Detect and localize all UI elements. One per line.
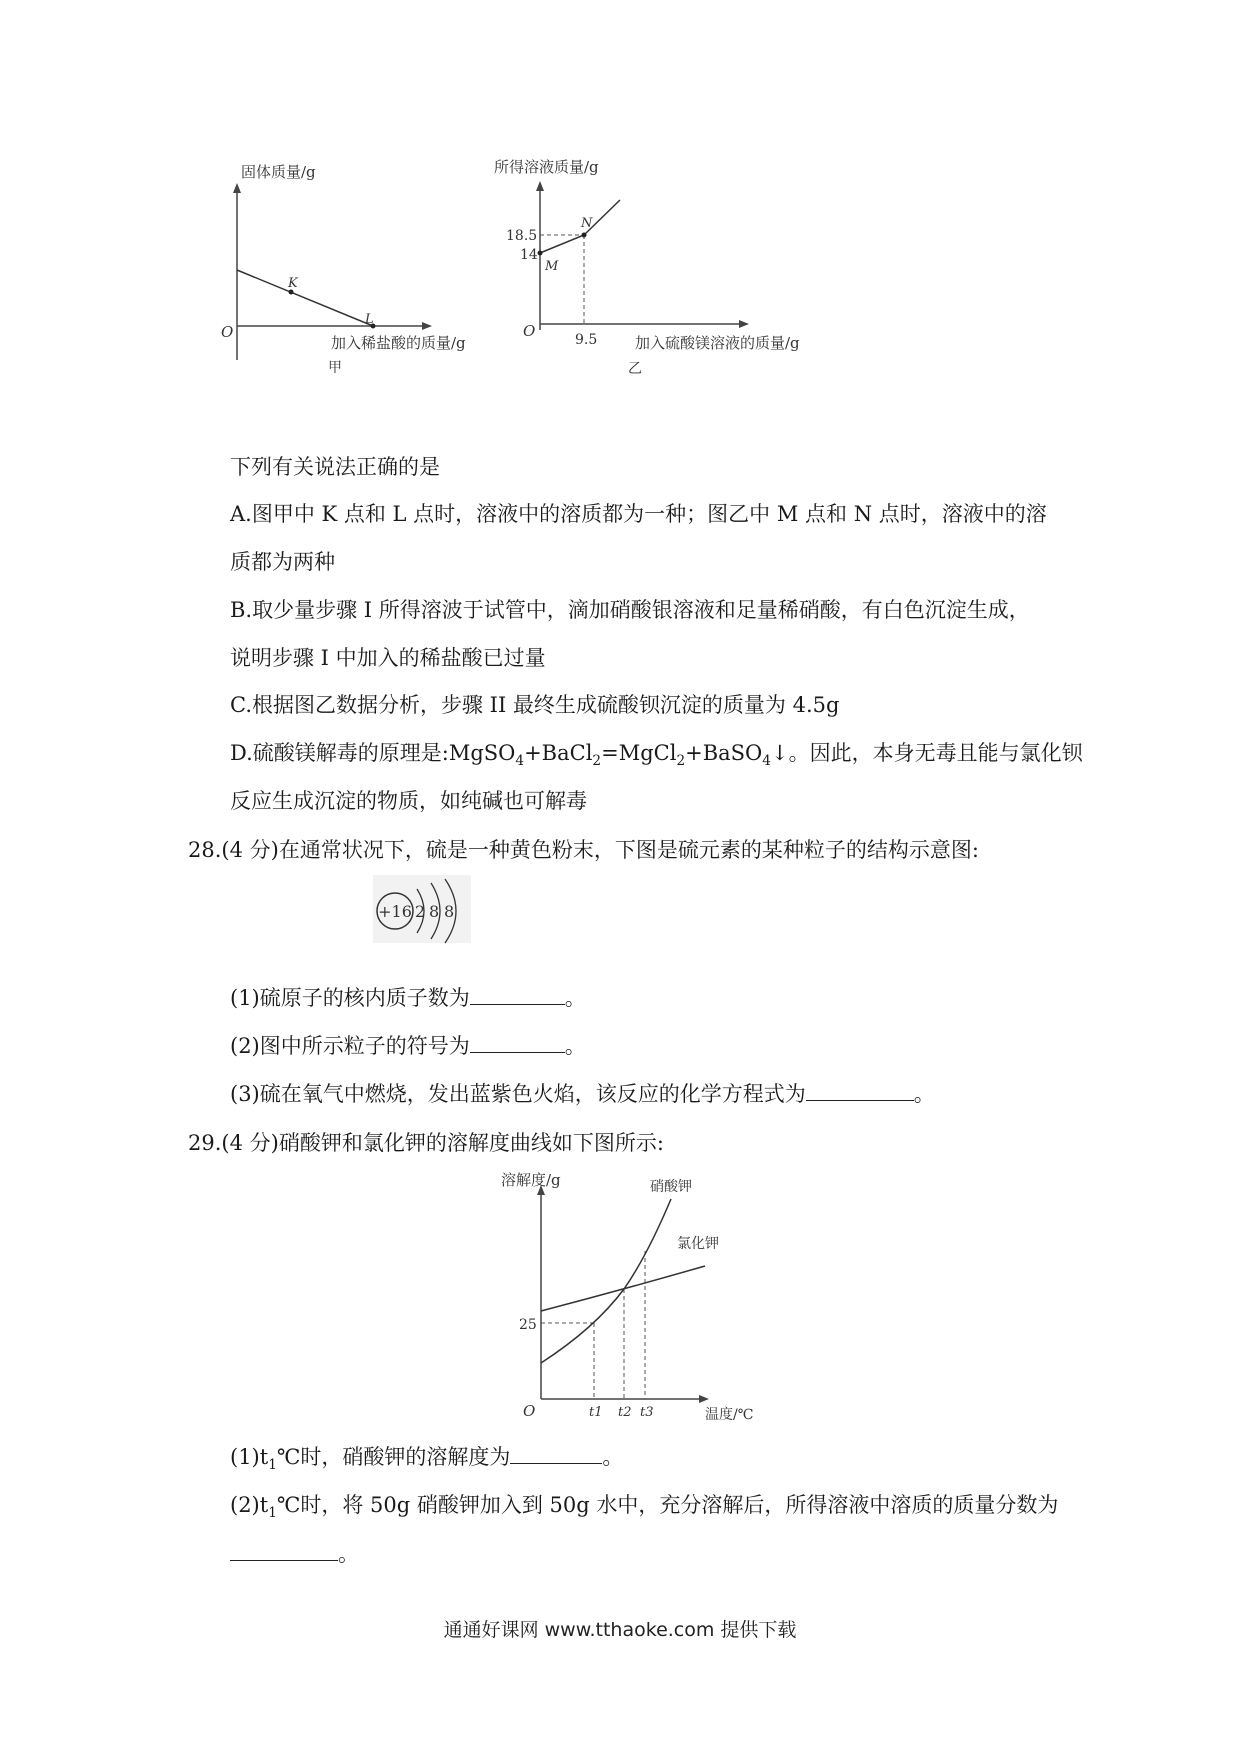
x-tick-t2: t2 [618,1405,632,1420]
point-n-label: N [581,216,593,231]
chart-caption: 甲 [328,360,342,376]
q29-sub2-prefix: (2)t [230,1493,269,1517]
q29-stem: 29.(4 分)硝酸钾和氯化钾的溶解度曲线如下图所示: [188,1131,664,1155]
q29-sub1 [230,1441,623,1481]
y-tick-18.5: 18.5 [506,228,538,244]
subscript: 1 [268,1457,277,1474]
period: 。 [564,1034,586,1058]
q28-sub2-text: (2)图中所示粒子的符号为 [230,1034,470,1058]
series-kcl-label: 氯化钾 [677,1236,719,1252]
y-axis-label: 所得溶液质量/g [494,158,599,176]
footer-credit: 通通好课网 www.tthaoke.com 提供下载 [443,1619,797,1641]
y-axis-arrow [536,181,544,191]
y-tick-25: 25 [519,1317,537,1333]
subscript: 1 [268,1505,277,1522]
point-m [538,251,543,256]
q27-stem: 下列有关说法正确的是 [230,455,440,479]
series-kcl-curve [541,1266,705,1311]
chart-yi [494,150,840,385]
answer-blank[interactable] [230,1542,338,1561]
q28-sub1-text: (1)硫原子的核内质子数为 [230,986,470,1010]
q28-sub3 [230,1078,935,1110]
q27-option-c: C.根据图乙数据分析，步骤 II 最终生成硫酸钡沉淀的质量为 4.5g [230,693,840,717]
q28-sub3-text: (3)硫在氧气中燃烧，发出蓝紫色火焰，该反应的化学方程式为 [230,1082,806,1106]
d-part: =MgCl [601,741,677,765]
period: 。 [913,1082,935,1106]
sulfur-ion-diagram [373,875,471,943]
x-axis-label: 温度/℃ [705,1407,754,1423]
x-tick-9.5: 9.5 [575,332,598,348]
y-axis-label: 固体质量/g [241,163,316,181]
point-m-label: M [545,259,559,274]
q28-sub1 [230,982,586,1014]
x-axis-arrow [739,320,749,328]
data-line [540,200,620,253]
chart-jia [221,155,505,385]
x-tick-t1: t1 [589,1405,603,1420]
point-k-label: K [288,276,298,291]
d-part: D.硫酸镁解毒的原理是:MgSO [230,741,516,765]
d-part: ↓。因此，本身无毒且能与氯化钡 [770,741,1083,765]
q27-option-d-line1 [230,737,1083,777]
q27-option-b-line1: B.取少量步骤 I 所得溶波于试管中，滴加硝酸银溶液和足量稀硝酸，有白色沉淀生成， [230,598,1030,622]
nucleus-charge: +16 [378,902,412,921]
y-axis-label: 溶解度/g [501,1171,561,1189]
x-axis-label: 加入稀盐酸的质量/g [331,334,466,352]
series-kno3-label: 硝酸钾 [650,1179,692,1195]
chart-caption: 乙 [628,361,642,377]
subscript: 2 [676,753,686,770]
d-part: +BaSO [685,741,763,765]
q27-option-a-line2: 质都为两种 [230,550,335,574]
x-axis-arrow [422,322,432,330]
subscript: 4 [515,753,525,770]
d-part: +BaCl [524,741,593,765]
shell-electrons-3: 8 [444,902,455,921]
data-line [237,270,373,326]
q29-sub2-text: ℃时，将 50g 硝酸钾加入到 50g 水中，充分溶解后，所得溶液中溶质的质量分数为 [276,1493,1059,1517]
q29-sub2 [230,1489,1058,1529]
y-tick-14: 14 [520,247,538,263]
x-axis-label: 加入硫酸镁溶液的质量/g [635,334,800,352]
q28-sub2 [230,1030,586,1062]
answer-blank[interactable] [806,1082,914,1101]
q29-sub2-line2 [230,1538,359,1570]
origin-label: O [523,322,536,340]
y-axis-arrow [233,183,241,193]
answer-blank[interactable] [510,1445,602,1464]
subscript: 4 [762,753,771,770]
q27-option-d-line2: 反应生成沉淀的物质，如纯碱也可解毒 [230,789,587,813]
solubility-chart [501,1163,785,1423]
shell-electrons-1: 2 [415,902,426,921]
period: 。 [564,986,586,1010]
x-axis-arrow [699,1395,709,1403]
q29-sub1-text: ℃时，硝酸钾的溶解度为 [276,1445,511,1469]
answer-blank[interactable] [470,1034,565,1053]
q29-sub1-prefix: (1)t [230,1445,269,1469]
origin-label: O [221,323,234,341]
origin-label: O [523,1402,536,1420]
x-tick-t3: t3 [640,1405,654,1420]
period: 。 [338,1542,359,1566]
answer-blank[interactable] [470,986,565,1005]
subscript: 2 [592,753,602,770]
q27-option-a-line1: A.图甲中 K 点和 L 点时，溶液中的溶质都为一种；图乙中 M 点和 N 点时，溶液中的溶 [230,502,1047,526]
q28-stem: 28.(4 分)在通常状况下，硫是一种黄色粉末，下图是硫元素的某种粒子的结构示意图: [188,838,979,862]
period: 。 [602,1445,624,1469]
shell-electrons-2: 8 [429,902,440,921]
q27-option-b-line2: 说明步骤 I 中加入的稀盐酸已过量 [230,646,546,670]
point-n [582,233,587,238]
point-l-label: L [365,312,374,327]
